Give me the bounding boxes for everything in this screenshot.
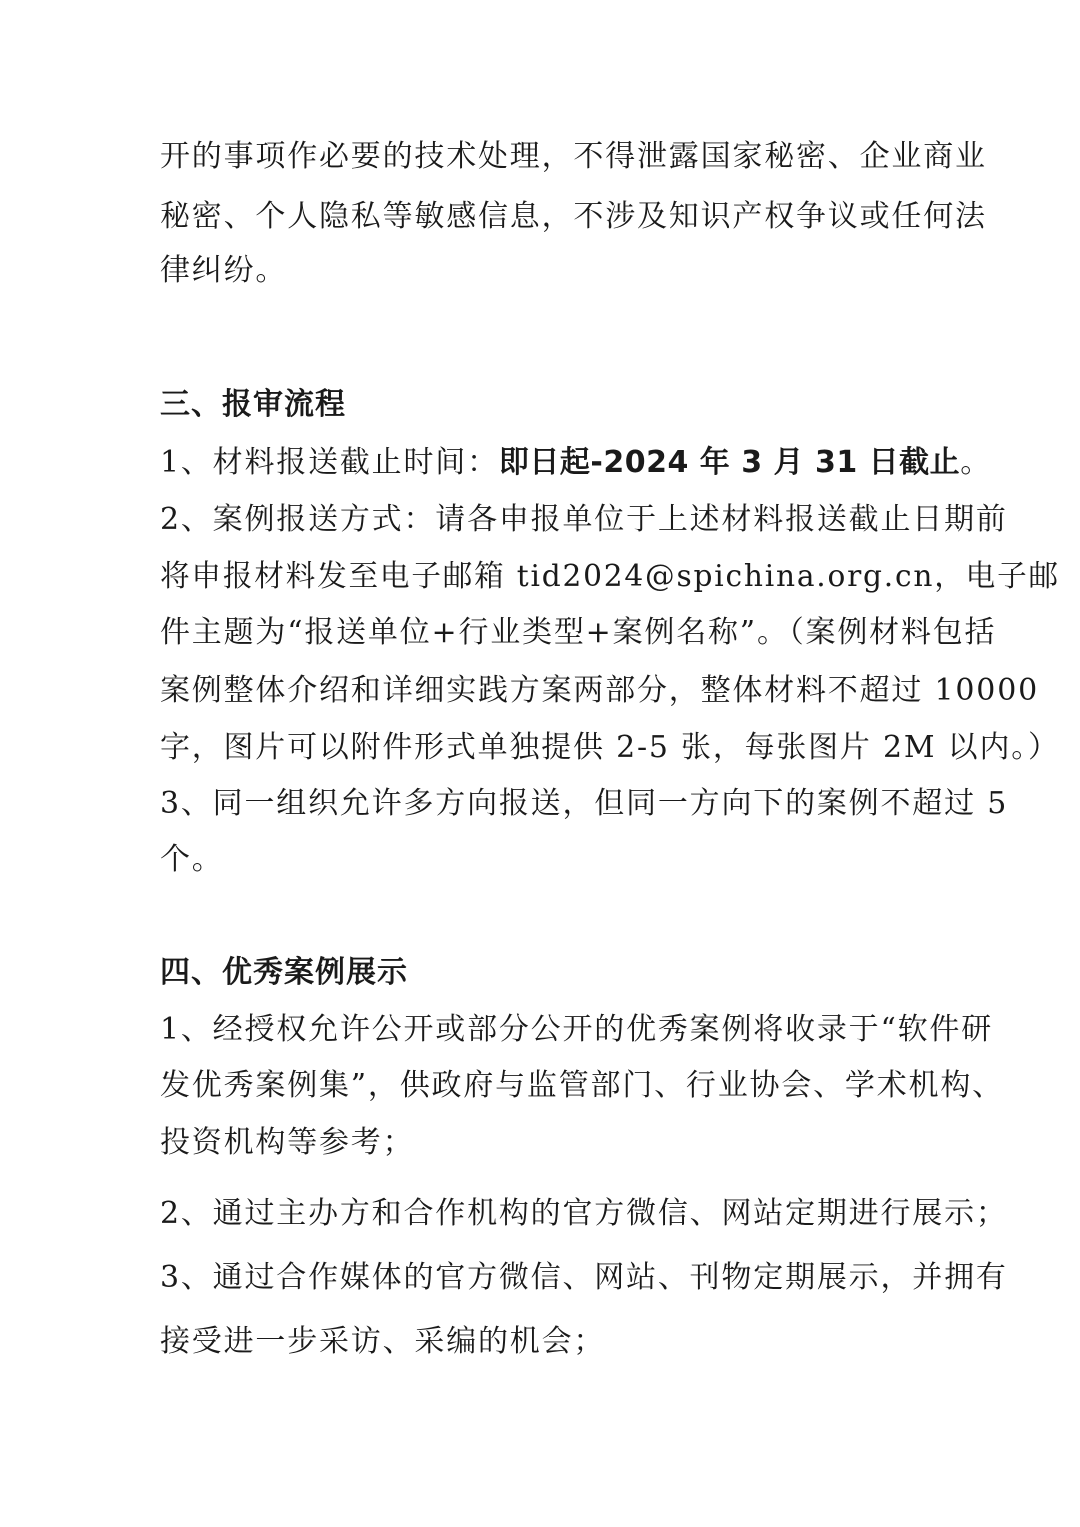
- section4-item2-line-1: 2、通过主办方和合作机构的官方微信、网站定期进行展示；: [160, 1196, 1008, 1231]
- intro-line-3: 律纠纷。: [160, 253, 288, 288]
- section4-item1-line-2: 发优秀案例集”，供政府与监管部门、行业协会、学术机构、: [160, 1068, 1004, 1103]
- section3-item2-line-3: 件主题为“报送单位+行业类型+案例名称”。（案例材料包括: [160, 615, 997, 650]
- section3-item2-line-4: 案例整体介绍和详细实践方案两部分，整体材料不超过 10000: [160, 673, 1039, 708]
- section4-item1-line-1: 1、经授权允许公开或部分公开的优秀案例将收录于“软件研: [160, 1012, 994, 1047]
- section3-item2-line-5: 字，图片可以附件形式单独提供 2-5 张，每张图片 2M 以内。）: [160, 730, 1060, 765]
- section4-heading: 四、优秀案例展示: [160, 955, 408, 990]
- section3-item1: [160, 443, 992, 483]
- section4-item1-line-3: 投资机构等参考；: [160, 1125, 415, 1160]
- intro-line-2: 秘密、个人隐私等敏感信息，不涉及知识产权争议或任何法: [160, 199, 987, 234]
- section3-item1-suffix: 。: [960, 445, 992, 480]
- section3-item1-deadline: 即日起-2024 年 3 月 31 日截止: [498, 445, 961, 480]
- intro-line-1: 开的事项作必要的技术处理，不得泄露国家秘密、企业商业: [160, 139, 987, 174]
- section4-item3-line-2: 接受进一步采访、采编的机会；: [160, 1324, 606, 1359]
- section3-item2-line-1: 2、案例报送方式：请各申报单位于上述材料报送截止日期前: [160, 502, 1008, 537]
- section4-item3-line-1: 3、通过合作媒体的官方微信、网站、刊物定期展示，并拥有: [160, 1260, 1008, 1295]
- section3-item3-line-1: 3、同一组织允许多方向报送，但同一方向下的案例不超过 5: [160, 786, 1009, 821]
- section3-item2-line-2: 将申报材料发至电子邮箱 tid2024@spichina.org.cn，电子邮: [160, 559, 1060, 594]
- section3-item1-prefix: 1、材料报送截止时间：: [160, 445, 499, 480]
- section3-heading: 三、报审流程: [160, 387, 346, 422]
- section3-item3-line-2: 个。: [160, 842, 224, 877]
